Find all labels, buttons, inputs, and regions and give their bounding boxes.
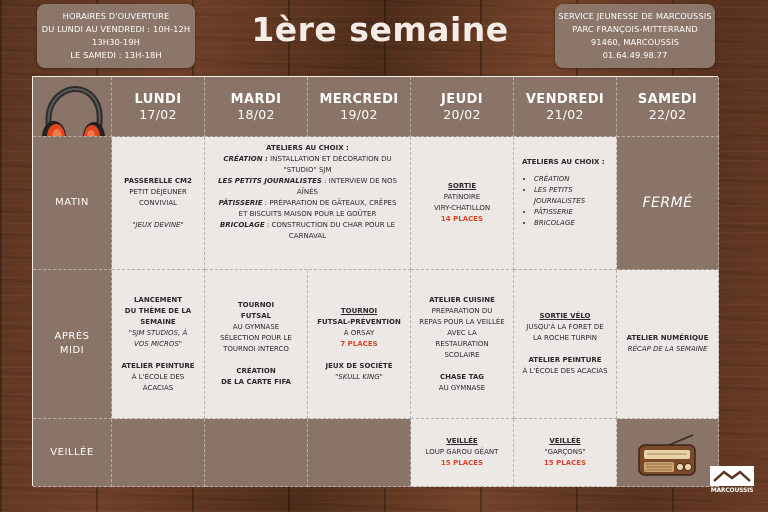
activity-title: ATELIER PEINTURE bbox=[121, 361, 195, 370]
activity-text: CONVIVIAL bbox=[138, 198, 178, 207]
address-line-4: 01.64.49.98.77 bbox=[602, 50, 668, 60]
list-item: • PÂTISSERIE bbox=[534, 207, 610, 218]
apres-mercredi-cell bbox=[308, 270, 411, 419]
veillee-samedi-cell bbox=[617, 419, 719, 487]
activity-text: RESTAURATION bbox=[435, 339, 489, 348]
activity-text: VIRY-CHATILLON bbox=[433, 204, 491, 212]
address-box bbox=[555, 4, 715, 68]
activity-quote: VOS MICROS" bbox=[134, 339, 182, 348]
apres-jeudi-cell bbox=[411, 270, 514, 419]
marcoussis-logo bbox=[710, 466, 754, 506]
creation-label: CRÉATION : bbox=[223, 155, 268, 163]
closed-label: FERMÉ bbox=[642, 194, 693, 211]
activity-text: LOUP GAROU GÉANT bbox=[425, 448, 499, 456]
creation-line bbox=[215, 154, 400, 176]
logo-mark-icon bbox=[710, 466, 754, 486]
day-header-samedi bbox=[617, 77, 719, 137]
activity-title: CRÉATION bbox=[236, 367, 276, 375]
day-date: 17/02 bbox=[139, 106, 177, 122]
activity-title: ATELIER NUMÉRIQUE bbox=[626, 334, 709, 342]
veillee-jeudi-cell bbox=[411, 419, 514, 487]
veillee-lundi-cell bbox=[112, 419, 205, 487]
activity-title: VEILLÉE bbox=[549, 437, 581, 445]
weekly-schedule-grid bbox=[32, 76, 718, 486]
radio-icon bbox=[637, 433, 699, 477]
activity-text: AU GYMNASE bbox=[232, 323, 280, 331]
activity-text: RÉCAP DE LA SEMAINE bbox=[627, 345, 708, 353]
opening-hours-box bbox=[37, 4, 195, 68]
matin-jeudi-cell bbox=[411, 137, 514, 270]
activity-title: DE LA CARTE FIFA bbox=[221, 378, 291, 386]
bricolage-line bbox=[215, 220, 400, 242]
day-date: 18/02 bbox=[237, 106, 275, 122]
activity-title: SORTIE bbox=[447, 182, 477, 190]
period-label-matin: MATIN bbox=[33, 137, 112, 270]
activity-text: REPAS POUR LA VEILLÉE bbox=[419, 317, 505, 326]
veillee-mercredi-cell bbox=[308, 419, 411, 487]
activity-title: FUTSAL bbox=[240, 312, 272, 320]
journalistes-label: LES PETITS JOURNALISTES bbox=[218, 177, 322, 185]
period-label-apres-midi bbox=[33, 270, 112, 419]
places-count: 15 PLACES bbox=[543, 459, 587, 467]
activity-title: LANCEMENT bbox=[133, 295, 183, 304]
day-header-vendredi bbox=[514, 77, 617, 137]
activity-text: À ORSAY bbox=[343, 328, 375, 337]
patisserie-line bbox=[215, 198, 400, 220]
activity-title: DU THÈME DE LA bbox=[124, 306, 192, 315]
patisserie-label: PÂTISSERIE bbox=[218, 199, 263, 207]
activity-text: SCOLAIRE bbox=[444, 350, 480, 359]
period-label-veillee: VEILLÉE bbox=[33, 419, 112, 487]
activity-title: CHASE TAG bbox=[439, 372, 485, 381]
patisserie-text: : PRÉPARATION DE GÂTEAUX, CRÊPES ET BISCUITS MAISON POUR LE GOÛTER bbox=[238, 199, 397, 218]
places-count: 7 PLACES bbox=[340, 339, 378, 348]
page-title: 1ère semaine bbox=[251, 10, 509, 49]
day-name: MERCREDI bbox=[319, 91, 399, 107]
day-header-lundi bbox=[112, 77, 205, 137]
matin-vendredi-cell bbox=[514, 137, 617, 270]
activity-text: AVEC LA bbox=[447, 328, 477, 337]
day-header-mercredi bbox=[308, 77, 411, 137]
journalistes-line bbox=[215, 176, 400, 198]
day-name: MARDI bbox=[230, 91, 282, 107]
activity-text: À L'ÉCOLE DES bbox=[131, 372, 185, 381]
day-name: JEUDI bbox=[441, 91, 483, 107]
bricolage-label: BRICOLAGE bbox=[219, 221, 265, 229]
day-name: VENDREDI bbox=[525, 91, 605, 107]
activity-text: JUSQU'À LA FORET DE bbox=[526, 323, 604, 331]
day-date: 21/02 bbox=[546, 106, 584, 122]
activity-text: AU GYMNASE bbox=[438, 383, 486, 392]
day-header-jeudi bbox=[411, 77, 514, 137]
day-date: 19/02 bbox=[340, 106, 378, 122]
activity-heading: ATELIERS AU CHOIX : bbox=[522, 158, 605, 166]
veillee-mardi-cell bbox=[205, 419, 308, 487]
activity-title: TOURNOI bbox=[237, 301, 275, 309]
matin-mardi-mercredi-cell bbox=[205, 137, 411, 270]
activity-title: VEILLÉE bbox=[446, 437, 478, 445]
activity-text: SÉLECTION POUR LE bbox=[220, 334, 292, 342]
hours-line-3: 13H30-19H bbox=[91, 37, 141, 47]
activity-title: SORTIE VÉLO bbox=[539, 312, 591, 320]
activity-quote: "JEUX DEVINE" bbox=[132, 220, 184, 229]
activity-text: LA ROCHE TURPIN bbox=[532, 334, 598, 342]
list-item: • CRÉATION bbox=[534, 174, 610, 185]
headphones-icon bbox=[39, 85, 107, 137]
matin-lundi-cell bbox=[112, 137, 205, 270]
journalistes-text: : INTERVIEW DE NOS AÎNÉS bbox=[297, 177, 397, 196]
corner-cell bbox=[33, 77, 112, 137]
address-line-2: PARC FRANÇOIS-MITTERRAND bbox=[572, 24, 698, 34]
activity-title: JEUX DE SOCIÉTÉ bbox=[325, 361, 393, 370]
apres-lundi-cell bbox=[112, 270, 205, 419]
creation-text: INSTALLATION ET DÉCORATION DU "STUDIO" SJM bbox=[267, 155, 392, 174]
logo-label: MARCOUSSIS bbox=[710, 487, 754, 494]
activity-title: SEMAINE bbox=[140, 317, 176, 326]
places-count: 14 PLACES bbox=[440, 215, 484, 223]
veillee-vendredi-cell bbox=[514, 419, 617, 487]
activity-title: ATELIER CUISINE bbox=[429, 295, 495, 304]
day-date: 22/02 bbox=[648, 106, 687, 122]
address-line-1: SERVICE JEUNESSE DE MARCOUSSIS bbox=[558, 11, 712, 21]
activity-quote: "SKULL KING" bbox=[335, 372, 383, 381]
activity-title: ATELIER PEINTURE bbox=[528, 356, 602, 364]
activity-text: À L'ÉCOLE DES ACACIAS bbox=[522, 367, 608, 375]
period-label-line: APRÈS bbox=[54, 331, 90, 342]
apres-samedi-cell bbox=[617, 270, 719, 419]
options-list bbox=[534, 174, 610, 229]
hours-line-2: DU LUNDI AU VENDREDI : 10H-12H bbox=[41, 24, 191, 34]
activity-title: FUTSAL-PRÉVENTION bbox=[317, 317, 401, 326]
hours-line-1: HORAIRES D'OUVERTURE bbox=[62, 11, 170, 21]
apres-mardi-cell bbox=[205, 270, 308, 419]
activity-text: PETIT DÉJEUNER bbox=[129, 187, 187, 196]
day-name: SAMEDI bbox=[637, 91, 698, 107]
activity-text: ACACIAS bbox=[142, 383, 174, 392]
address-line-3: 91460, MARCOUSSIS bbox=[590, 37, 680, 47]
activity-text: PRÉPARATION DU bbox=[431, 306, 493, 315]
period-label-line: MIDI bbox=[59, 345, 85, 356]
list-item: • BRICOLAGE bbox=[534, 218, 610, 229]
activity-heading: ATELIERS AU CHOIX : bbox=[266, 144, 349, 152]
activity-quote: "SJM STUDIOS, À bbox=[128, 328, 188, 337]
places-count: 15 PLACES bbox=[440, 459, 484, 467]
list-item: • LES PETITS JOURNALISTES bbox=[534, 185, 610, 207]
bricolage-text: : CONSTRUCTION DU CHAR POUR LE CARNAVAL bbox=[264, 221, 396, 240]
activity-text: "GARÇONS" bbox=[544, 448, 586, 456]
day-date: 20/02 bbox=[443, 106, 481, 122]
activity-text: PATINOIRE bbox=[443, 193, 481, 201]
hours-line-4: LE SAMEDI : 13H-18H bbox=[70, 50, 162, 60]
matin-samedi-cell bbox=[617, 137, 719, 270]
day-name: LUNDI bbox=[134, 91, 182, 107]
day-header-mardi bbox=[205, 77, 308, 137]
activity-title: TOURNOI bbox=[340, 306, 378, 315]
activity-title: PASSERELLE CM2 bbox=[124, 176, 192, 185]
activity-text: TOURNOI INTERCO bbox=[223, 345, 289, 353]
apres-vendredi-cell bbox=[514, 270, 617, 419]
